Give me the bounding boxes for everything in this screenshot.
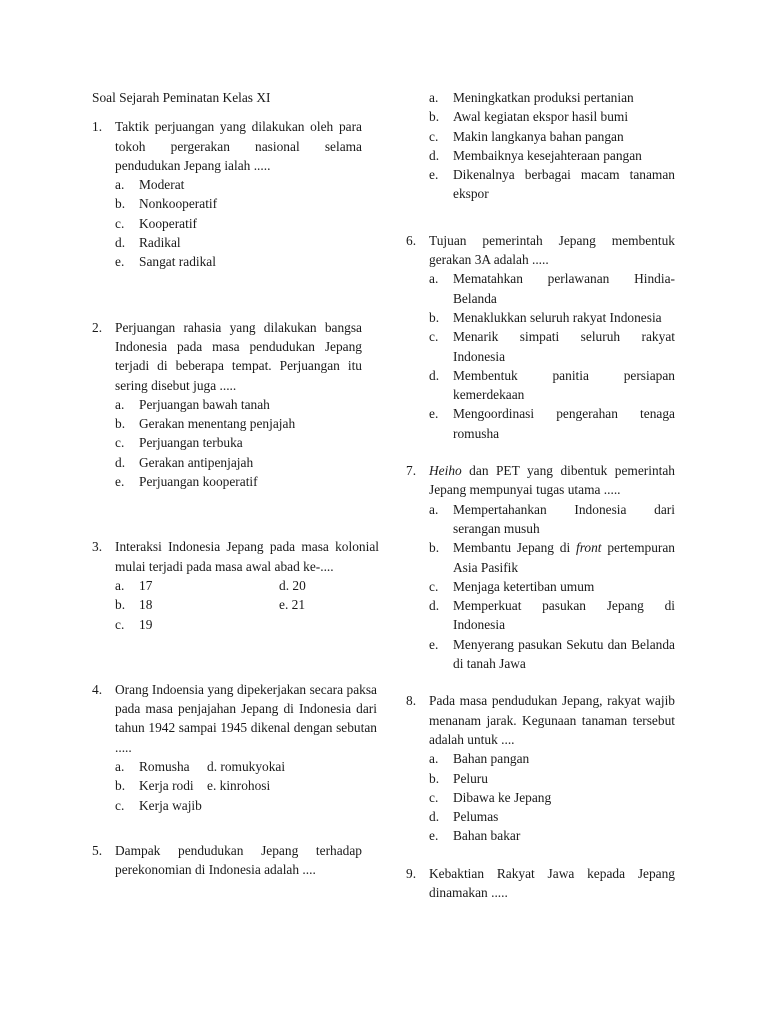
question-number: 1. bbox=[92, 119, 103, 135]
option-b: b. Nonkooperatif bbox=[115, 196, 218, 212]
question-5 bbox=[92, 841, 362, 880]
option-a: a. Romusha bbox=[115, 759, 190, 775]
option-grid bbox=[115, 576, 379, 634]
option-a: a. 17 bbox=[115, 577, 153, 593]
option-c: c. Kerja wajib bbox=[115, 797, 202, 813]
question-stem: Orang Indoensia yang dipekerjakan secara paksa pada masa penjajahan Jepang di Indonesia dari tahun 1942 sampai 1945 dikenal dengan sebutan ..... bbox=[115, 681, 377, 755]
question-stem: Interaksi Indonesia Jepang pada masa kolonial mulai terjadi pada masa awal abad ke-.... bbox=[115, 539, 379, 574]
option-b: b. Awal kegiatan ekspor hasil bumi bbox=[429, 109, 629, 125]
option-list bbox=[429, 749, 675, 845]
question-number: 5. bbox=[92, 842, 103, 858]
option-c: c. Dibawa ke Jepang bbox=[429, 789, 552, 805]
option-b: b. Peluru bbox=[429, 770, 488, 786]
question-number: 6. bbox=[406, 232, 417, 248]
option-a: a. Mematahkan perlawanan Hindia-Belanda bbox=[429, 271, 675, 306]
option-d: d. 20 bbox=[279, 577, 306, 593]
option-e: e. Bahan bakar bbox=[429, 828, 521, 844]
question-stem: Kebaktian Rakyat Jawa kepada Jepang dinamakan ..... bbox=[429, 865, 675, 900]
option-e: e. Perjuangan kooperatif bbox=[115, 474, 258, 490]
option-c: c. Kooperatif bbox=[115, 215, 198, 231]
option-d: d. Gerakan antipenjajah bbox=[115, 454, 254, 470]
question-9 bbox=[406, 864, 675, 903]
option-d: d. Memperkuat pasukan Jepang di Indonesia bbox=[429, 598, 675, 633]
option-a: a. Bahan pangan bbox=[429, 751, 530, 767]
option-a: a. Mempertahankan Indonesia dari serangan musuh bbox=[429, 501, 675, 536]
question-7 bbox=[406, 461, 675, 673]
option-e: e. 21 bbox=[279, 597, 306, 613]
option-c: c. 19 bbox=[115, 616, 153, 632]
option-a: a. Moderat bbox=[115, 177, 185, 193]
question-stem: Tujuan pemerintah Jepang membentuk gerakan 3A adalah ..... bbox=[429, 232, 675, 268]
option-d: d. Membaiknya kesejahteraan pangan bbox=[429, 147, 642, 163]
option-c: c. Menarik simpati seluruh rakyat Indonesia bbox=[429, 329, 675, 364]
option-list bbox=[115, 395, 362, 491]
option-grid bbox=[115, 757, 377, 815]
option-b: b. Menaklukkan seluruh rakyat Indonesia bbox=[429, 309, 662, 325]
option-b: b. 18 bbox=[115, 597, 153, 613]
right-column bbox=[406, 88, 675, 902]
option-d: d. Pelumas bbox=[429, 809, 499, 825]
question-number: 7. bbox=[406, 463, 417, 479]
option-list bbox=[429, 269, 675, 443]
option-list bbox=[115, 175, 362, 271]
question-stem: Perjuangan rahasia yang dilakukan bangsa Indonesia pada masa pendudukan Jepang terjadi di beberapa tempat. Perjuangan itu sering disebut juga ..... bbox=[115, 319, 362, 393]
question-stem: Dampak pendudukan Jepang terhadap perekonomian di Indonesia adalah .... bbox=[115, 842, 362, 878]
question-stem: Taktik perjuangan yang dilakukan oleh para tokoh pergerakan nasional selama pendudukan Jepang ialah ..... bbox=[115, 119, 362, 173]
option-e: e. Dikenalnya berbagai macam tanaman ekspor bbox=[429, 167, 675, 202]
question-number: 2. bbox=[92, 319, 103, 335]
option-a: a. Meningkatkan produksi pertanian bbox=[429, 90, 634, 105]
left-column bbox=[92, 88, 379, 880]
question-3 bbox=[92, 537, 379, 633]
option-e: e. Mengoordinasi pengerahan tenaga romusha bbox=[429, 406, 675, 441]
question-6 bbox=[406, 231, 675, 443]
question-stem: Heiho dan PET yang dibentuk pemerintah Jepang mempunyai tugas utama ..... bbox=[429, 463, 675, 498]
option-c: c. Menjaga ketertiban umum bbox=[429, 578, 595, 594]
option-list bbox=[429, 500, 675, 674]
question-stem: Pada masa pendudukan Jepang, rakyat wajib menanam jarak. Kegunaan tanaman tersebut adalah untuk .... bbox=[429, 693, 675, 747]
option-a: a. Perjuangan bawah tanah bbox=[115, 396, 270, 412]
option-d: d. romukyokai bbox=[207, 759, 286, 775]
option-b: b. Kerja rodi bbox=[115, 778, 194, 794]
option-d: d. Membentuk panitia persiapan kemerdekaan bbox=[429, 367, 675, 403]
question-number: 9. bbox=[406, 865, 417, 881]
option-e: e. Sangat radikal bbox=[115, 254, 216, 270]
option-b: b. Gerakan menentang penjajah bbox=[115, 416, 296, 432]
option-c: c. Perjuangan terbuka bbox=[115, 435, 243, 451]
document-title: Soal Sejarah Peminatan Kelas XI bbox=[92, 90, 271, 105]
question-4 bbox=[92, 680, 377, 815]
question-number: 3. bbox=[92, 539, 103, 555]
option-b: b. Membantu Jepang di front pertempuran Asia Pasifik bbox=[429, 540, 675, 575]
question-number: 8. bbox=[406, 693, 417, 709]
question-number: 4. bbox=[92, 681, 103, 697]
option-e: e. kinrohosi bbox=[207, 778, 271, 794]
option-d: d. Radikal bbox=[115, 235, 181, 251]
question-1 bbox=[92, 117, 362, 271]
question-8 bbox=[406, 691, 675, 845]
option-c: c. Makin langkanya bahan pangan bbox=[429, 128, 624, 144]
option-list bbox=[429, 88, 675, 204]
option-e: e. Menyerang pasukan Sekutu dan Belanda di tanah Jawa bbox=[429, 636, 675, 672]
question-2 bbox=[92, 318, 362, 492]
question-5-options bbox=[406, 88, 675, 204]
